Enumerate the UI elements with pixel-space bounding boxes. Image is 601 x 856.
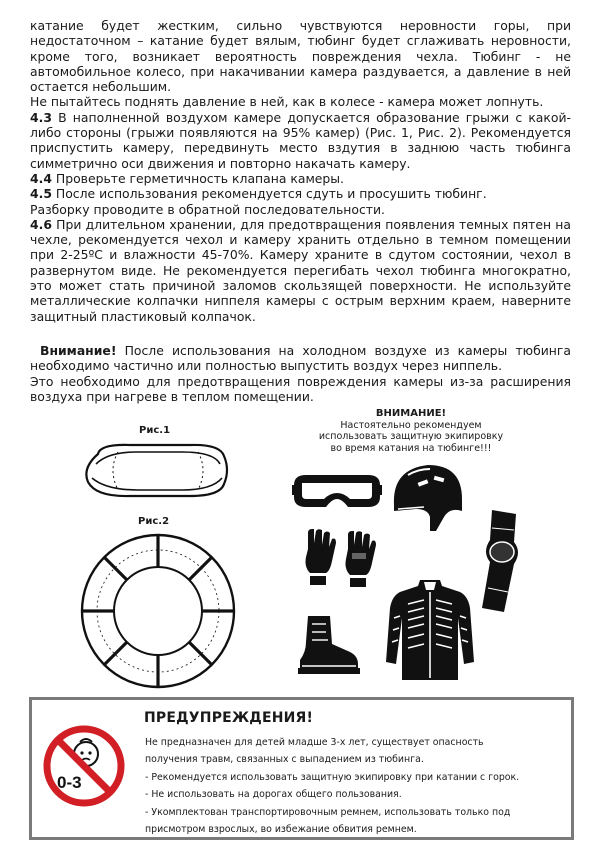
figure-2-tube-top-view [78,531,238,691]
gloves-icon [300,527,380,589]
section-4-6 [30,217,571,324]
attention-label: Внимание! [40,343,117,358]
winter-boot-icon [296,614,360,676]
knee-pad-icon [478,508,522,614]
section-text: Проверьте герметичность клапана камеры. [51,170,344,186]
warnings-list [145,734,565,838]
section-text: При длительном хранении, для предотвращения появления темных пятен на чехле, рекомендуется чехол и камеру хранить отдельно в темном помещении при 2-25ºС и влажности 45-70%. Камеру храните в сдутом состоянии, чехол в развернутом виде. Не рекомендуется перегибать чехол тюбинга многократно, это может стать причиной заломов скользящей поверхности. Не используйте металлические колпачки ниппеля камеры с острым верхним краем, наверните защитный пластиковый колпачок. [30,216,571,324]
warning-line: - Укомплектован транспортировочным ремнем, использовать только под [145,806,511,818]
section-text: В наполненной воздухом камере допускается образование грыжи с какой-либо стороны (грыжи появляются на 95% камер) (Рис. 1, Рис. 2). Рекомендуется приспустить камеру, передвинуть место вздутия в заднюю часть тюбинга симметрично оси движения и повторно накачать камеру. [30,109,571,171]
section-number: 4.3 [30,109,52,125]
equipment-recommendation [300,408,522,454]
paragraph-pressure: катание будет жестким, сильно чувствуются неровности горы, при недостаточном – катание будет вялым, тюбинг будет сглаживать неровности, кроме того, возникает вероятность повреждения чехла. Тюбинг - не автомобильное колесо, при накачивании камера раздувается, а давление в ней остается небольшим. [30,18,571,95]
warning-line: получения травм, связанных с выпадением из тюбинга. [145,754,424,766]
section-4-5 [30,186,571,201]
attention-paragraph [30,343,571,374]
paragraph-disassembly: Разборку проводите в обратной последовательности. [30,201,385,217]
warning-line: Не предназначен для детей младше 3-х лет, существует опасность [145,737,484,748]
attention-paragraph-2: Это необходимо для предотвращения повреждения камеры из-за расширения воздуха при нагреве в теплом помещении. [30,373,571,404]
equipment-title: ВНИМАНИЕ! [375,408,447,419]
section-number: 4.6 [30,216,52,232]
warnings-title: ПРЕДУПРЕЖДЕНИЯ! [144,710,314,726]
helmet-icon [390,461,466,533]
attention-note [30,343,571,404]
protective-jacket-icon [384,578,476,682]
instructions-text [30,18,571,324]
figure-1-label: Рис.1 [139,425,171,436]
section-4-4 [30,171,571,186]
figure-1-tube-side-view [78,440,233,502]
warning-line: - Не использовать на дорогах общего пользования. [145,789,402,801]
equipment-line: во время катания на тюбинге!!! [330,442,492,454]
warning-line: - Рекомендуется использовать защитную экипировку при катании с горок. [145,771,520,783]
equipment-line: использовать защитную экипировку [318,431,504,442]
paragraph-pressure-warning: Не пытайтесь поднять давление в ней, как в колесе - камера может лопнуть. [30,94,544,110]
warning-line: присмотром взрослых, во избежание обвития ремнем. [145,824,417,836]
figure-2-label: Рис.2 [138,516,170,527]
section-number: 4.4 [30,170,52,186]
age-restriction-icon [42,724,126,808]
equipment-line: Настоятельно рекомендуем [340,419,482,431]
warnings-box [29,697,574,840]
age-label: 0-3 [57,773,82,792]
attention-text: После использования на холодном воздухе из камеры тюбинга необходимо частично или полностью выпустить воздух через ниппель. [30,343,571,374]
section-number: 4.5 [30,186,52,202]
section-text: После использования рекомендуется сдуть и просушить тюбинг. [51,186,487,202]
section-4-3 [30,110,571,171]
goggles-icon [292,473,382,509]
